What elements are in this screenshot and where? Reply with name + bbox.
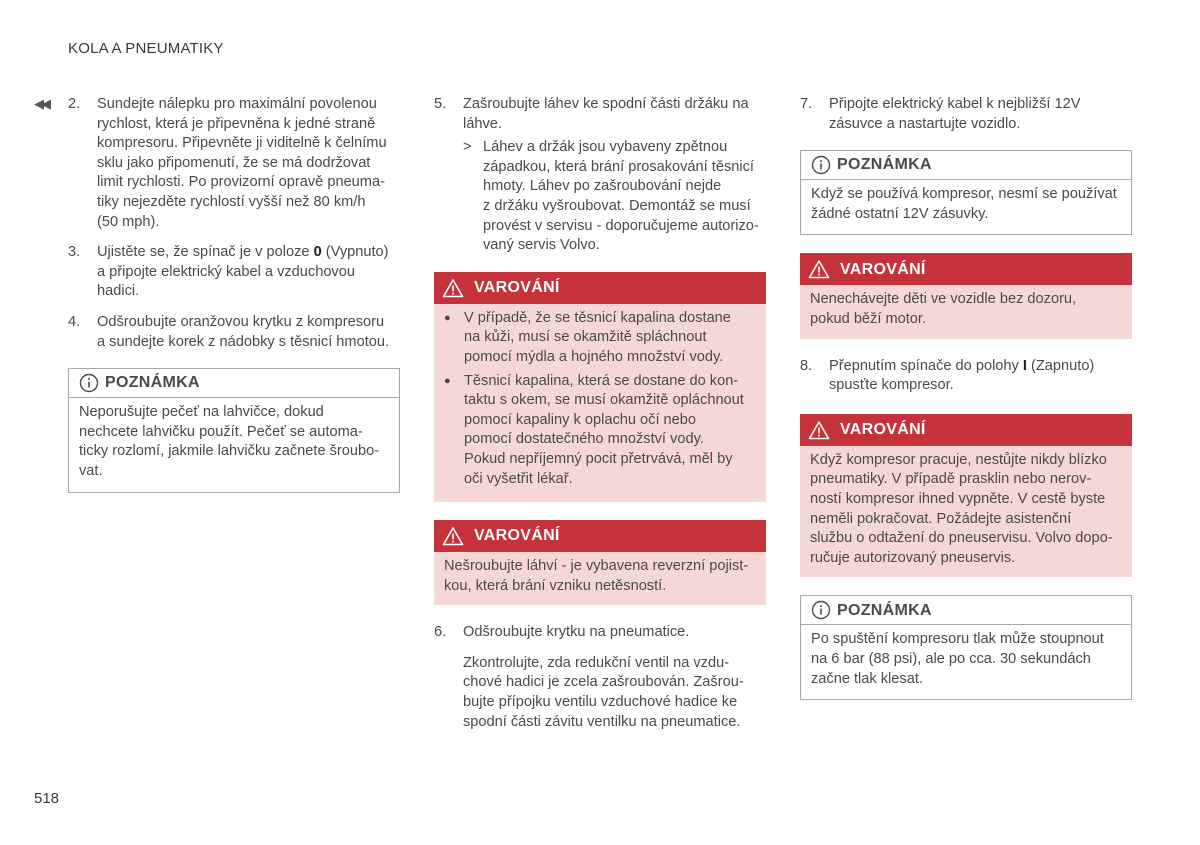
step-8: [800, 357, 1132, 396]
text-line: taktu s okem, se musí okamžitě opláchnout: [464, 392, 744, 409]
text-line: Nenechávejte děti ve vozidle bez dozoru,: [810, 291, 1077, 308]
text-line: a sundejte korek z nádobky s těsnicí hmotou.: [97, 333, 390, 350]
note-box: [800, 150, 1132, 235]
text-line: pokud běží motor.: [810, 310, 927, 327]
text-line: Sundejte nálepku pro maximální povolenou: [97, 96, 377, 112]
note-header: [69, 369, 399, 398]
warning-triangle-icon: [442, 526, 464, 546]
switch-position-off: 0: [313, 244, 322, 261]
text-line: vaný servis Volvo.: [483, 237, 600, 254]
warning-triangle-icon: [808, 259, 830, 279]
text-line: z držáku vyšroubovat. Demontáž se musí: [483, 197, 751, 214]
note-title: POZNÁMKA: [837, 601, 932, 619]
note-box: [68, 368, 400, 492]
bullet-item: [444, 372, 756, 490]
step-number: 6.: [434, 624, 447, 641]
text-line: kompresoru. Připevněte ji viditelně k čelnímu: [97, 135, 387, 152]
text-line: Těsnicí kapalina, která se dostane do kon-: [464, 372, 739, 389]
note-header: [801, 596, 1131, 625]
bullet-dot: ●: [444, 374, 451, 387]
text-line: Zkontrolujte, zda redukční ventil na vzdu-: [463, 654, 730, 671]
double-chevron-left-icon: ◀◀: [34, 96, 48, 111]
text-line: Zašroubujte láhev ke spodní části držáku na: [463, 96, 749, 112]
warning-title: VAROVÁNÍ: [840, 420, 926, 438]
note-title: POZNÁMKA: [105, 374, 200, 392]
text-line: ností kompresor ihned vypněte. V cestě byste: [810, 490, 1106, 507]
text-line: V případě, že se těsnicí kapalina dostane: [464, 309, 731, 326]
text-line: sklu jako připomenutí, že se má dodržovat: [97, 154, 371, 171]
column-3: [800, 95, 1132, 716]
text-line: nechcete lahvičku použít. Pečeť se automa-: [79, 423, 363, 440]
step-4: [68, 313, 400, 352]
warning-box: [800, 253, 1132, 338]
text-line: službu o odtažení do pneuservisu. Volvo dopo-: [810, 530, 1113, 547]
warning-header: [434, 272, 766, 304]
text-line: ticky rozlomí, jakmile lahvičku začnete šroubo-: [79, 443, 380, 460]
text-line: pomocí kapaliny k oplachu očí nebo: [464, 411, 697, 428]
text-fragment: Přepnutím spínače do polohy: [829, 357, 1023, 374]
step-6-details: [463, 654, 766, 732]
text-line: limit rychlosti. Po provizorní opravě pneuma-: [97, 174, 385, 191]
text-line: spusťte kompresor.: [829, 377, 954, 394]
text-fragment: Ujistěte se, že spínač je v poloze: [97, 244, 314, 261]
column-1: [68, 95, 400, 509]
text-line: (50 mph).: [97, 213, 160, 230]
text-line: Když kompresor pracuje, nestůjte nikdy blízko: [810, 451, 1107, 468]
step-number: 3.: [68, 244, 81, 261]
text-line: Odšroubujte krytku na pneumatice.: [463, 624, 690, 641]
warning-header: [800, 253, 1132, 285]
text-line: Nešroubujte láhví - je vybavena reverzní pojist-: [444, 558, 749, 575]
warning-box: [434, 272, 766, 502]
text-line: Pokud nepříjemný pocit přetrvává, měl by: [464, 450, 733, 467]
text-line: rychlost, která je připevněna k jedné straně: [97, 115, 376, 132]
text-line: na 6 bar (88 psi), ale po cca. 30 sekundách: [811, 650, 1091, 667]
warning-box: [434, 520, 766, 605]
text-line: kou, která brání vzniku netěsností.: [444, 577, 667, 594]
info-circle-icon: [79, 373, 99, 393]
text-line: spodní části závitu ventilku na pneumatice.: [463, 713, 741, 730]
text-line: [829, 357, 1132, 377]
text-line: Láhev a držák jsou vybaveny zpětnou: [483, 139, 728, 156]
step-number: 4.: [68, 313, 81, 330]
warning-triangle-icon: [442, 278, 464, 298]
text-line: Po spuštění kompresoru tlak může stoupnout: [811, 631, 1104, 648]
bullet-dot: ●: [444, 311, 451, 324]
text-line: oči vyšetřit lékař.: [464, 470, 573, 487]
text-line: [97, 243, 400, 263]
text-line: vat.: [79, 462, 103, 479]
text-line: Odšroubujte oranžovou krytku z kompresoru: [97, 313, 385, 330]
text-fragment: (Zapnuto): [1026, 357, 1095, 374]
text-line: provést v servisu - doporučujeme autorizo-: [483, 217, 759, 234]
text-line: neměli pokračovat. Požádejte asistenční: [810, 510, 1072, 527]
text-line: hmoty. Láhev po zašroubování nejde: [483, 178, 722, 195]
text-line: zásuvce a nastartujte vozidlo.: [829, 115, 1021, 132]
step-2: [68, 95, 400, 232]
text-line: začne tlak klesat.: [811, 670, 923, 687]
warning-header: [800, 414, 1132, 446]
step-number: 2.: [68, 96, 81, 112]
note-title: POZNÁMKA: [837, 156, 932, 174]
info-circle-icon: [811, 600, 831, 620]
note-box: [800, 595, 1132, 700]
text-line: západkou, která brání prosakování těsnicí: [483, 158, 754, 175]
step-3: [68, 243, 400, 302]
warning-title: VAROVÁNÍ: [474, 278, 560, 296]
note-header: [801, 151, 1131, 180]
text-line: pneumatiky. V případě prasklin nebo nerov-: [810, 471, 1092, 488]
text-line: Neporušujte pečeť na lahvičce, dokud: [79, 404, 324, 421]
step-number: 5.: [434, 96, 447, 112]
text-line: Připojte elektrický kabel k nejbližší 12V: [829, 96, 1081, 112]
text-line: bujte přípojku ventilu vzduchové hadice ke: [463, 694, 738, 711]
step-6: [434, 623, 766, 643]
warning-title: VAROVÁNÍ: [474, 527, 560, 545]
text-line: pomocí mýdla a hojného množství vody.: [464, 348, 724, 365]
column-2: [434, 95, 766, 742]
switch-position-on: I: [1022, 357, 1027, 374]
text-line: žádné ostatní 12V zásuvky.: [811, 205, 989, 222]
step-number: 8.: [800, 357, 813, 374]
info-circle-icon: [811, 155, 831, 175]
text-line: tiky nejezděte rychlostí vyšší než 80 km/h: [97, 193, 366, 210]
text-line: Když se používá kompresor, nesmí se používat: [811, 186, 1117, 203]
text-line: na kůži, musí se okamžitě spláchnout: [464, 329, 707, 346]
page-header: KOLA A PNEUMATIKY: [68, 40, 224, 57]
step-5-result: [463, 138, 766, 256]
warning-header: [434, 520, 766, 552]
text-line: chové hadici je zcela zašroubován. Zašrou-: [463, 674, 744, 691]
text-line: ručuje autorizovaný pneuservis.: [810, 549, 1016, 566]
result-marker: >: [463, 139, 472, 156]
step-number: 7.: [800, 96, 813, 112]
warning-triangle-icon: [808, 420, 830, 440]
text-line: hadici.: [97, 283, 140, 300]
warning-box: [800, 414, 1132, 578]
text-fragment: (Vypnuto): [321, 244, 389, 261]
page-number: 518: [34, 790, 60, 807]
step-5: [434, 95, 766, 134]
text-line: láhve.: [463, 115, 502, 132]
bullet-item: [444, 309, 756, 368]
warning-title: VAROVÁNÍ: [840, 260, 926, 278]
step-7: [800, 95, 1132, 134]
text-line: pomocí dostatečného množství vody.: [464, 431, 704, 448]
text-line: a připojte elektrický kabel a vzduchovou: [97, 263, 355, 280]
